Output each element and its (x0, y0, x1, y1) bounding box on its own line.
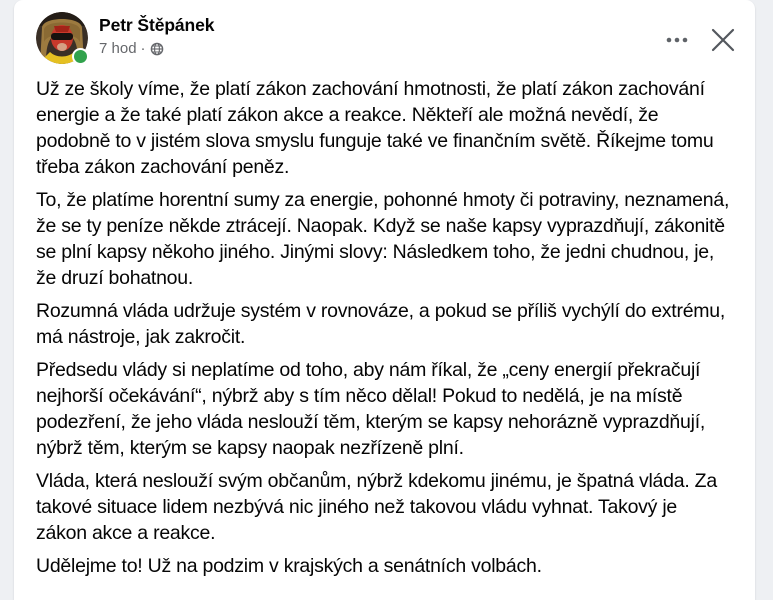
post-paragraph: To, že platíme horentní sumy za energie, pohonné hmoty či potraviny, neznamená, že se ty peníze někde ztrácejí. Naopak. Když se naše kapsy vyprazdňují, zákonitě se plní kapsy někoho jiného. Jinými slovy: Následkem toho, že jedni chudnou, je, že druzí bohatnou. (36, 189, 730, 289)
timestamp[interactable]: 7 hod (99, 40, 137, 57)
ellipsis-icon (664, 27, 690, 53)
post-paragraph: Udělejme to! Už na podzim v krajských a senátních volbách. (36, 555, 542, 577)
online-status-dot (72, 48, 89, 65)
close-icon (708, 25, 738, 55)
post-card (14, 0, 755, 600)
timestamp-separator: · (140, 40, 146, 57)
post-paragraph: Předsedu vlády si neplatíme od toho, aby nám říkal, že „ceny energií překračují nejhorší očekávání“, nýbrž aby s tím něco dělal! Pokud to nedělá, je na místě podezření, že jeho vláda neslouží těm, kterým se kapsy nehorázně vyprazdňují, nýbrž těm, kterým se kapsy naopak nezřízeně plní. (36, 359, 706, 459)
post-paragraph: Už ze školy víme, že platí zákon zachování hmotnosti, že platí zákon zachování energie a že také platí zákon akce a reakce. Někteří ale možná nevědí, že podobně to v jistém slova smyslu funguje také ve finančním světě. Říkejme tomu třeba zákon zachování peněz. (36, 78, 714, 178)
post-header (14, 0, 755, 68)
more-options-button[interactable] (659, 22, 695, 58)
post-content (14, 68, 755, 595)
post-paragraph: Rozumná vláda udržuje systém v rovnováze, a pokud se příliš vychýlí do extrému, má nástroje, jak zakročit. (36, 300, 726, 348)
author-name[interactable]: Petr Štěpánek (99, 15, 215, 35)
timestamp-row (99, 39, 214, 58)
close-button[interactable] (705, 22, 741, 58)
post-paragraph: Vláda, která neslouží svým občanům, nýbrž kdekomu jinému, je špatná vláda. Za takové situace lidem nezbývá nic jiného než takovou vládu vyhnat. Takový je zákon akce a reakce. (36, 470, 717, 544)
header-meta (99, 12, 214, 58)
avatar[interactable] (36, 12, 88, 64)
globe-icon (150, 42, 164, 56)
header-actions (659, 12, 741, 58)
